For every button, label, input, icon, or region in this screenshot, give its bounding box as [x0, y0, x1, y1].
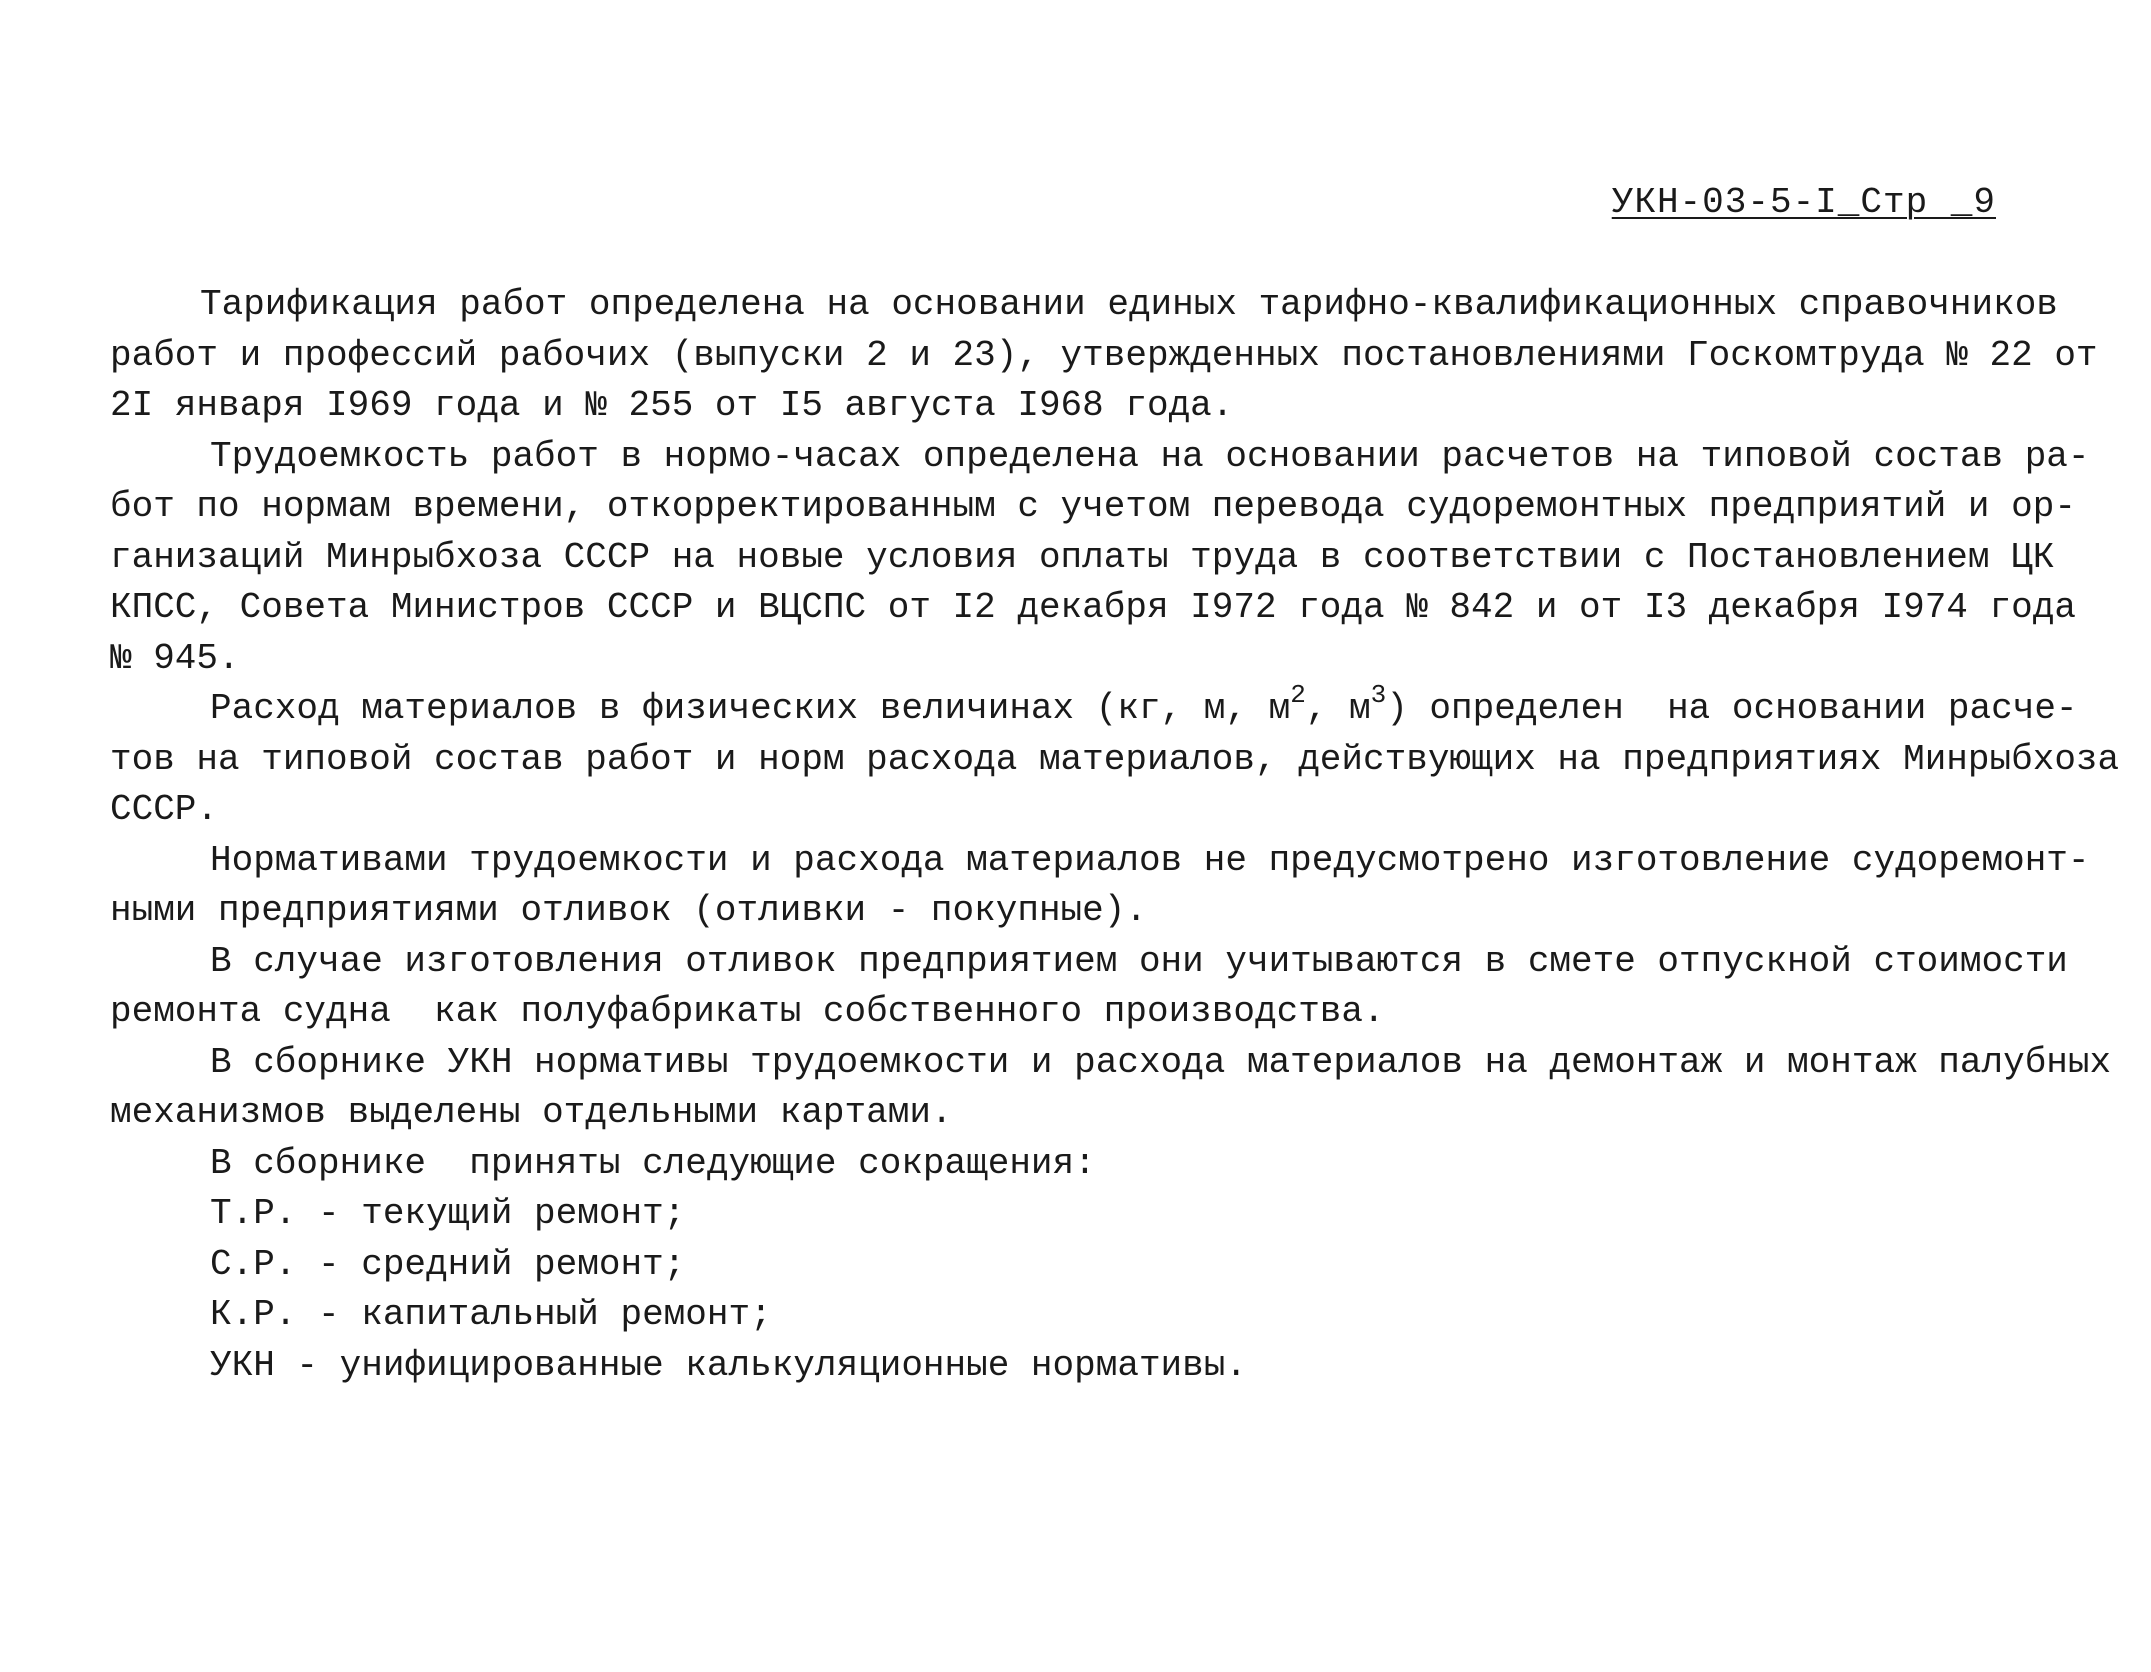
text-fragment: ) определен на основании расче-	[1386, 688, 2078, 729]
paragraph-labor-intensity	[110, 432, 2090, 685]
abbreviation-item: Т.Р. - текущий ремонт;	[210, 1193, 686, 1234]
paragraph-deck-mechanisms	[110, 1038, 2112, 1139]
page-reference: УКН-03-5-І_Стр _9	[1611, 182, 1996, 223]
text-line: механизмов выделены отдельными картами.	[110, 1092, 953, 1133]
text-fragment: Расход материалов в физических величинах (кг, м, м	[210, 688, 1291, 729]
text-line: Тарификация работ определена на основании единых тарифно-квалификационных справочников	[200, 284, 2058, 325]
text-line: Трудоемкость работ в нормо-часах определена на основании расчетов на типовой состав ра-	[210, 435, 2090, 477]
text-line: КПСС, Совета Министров СССР и ВЦСПС от І2 декабря І972 года № 842 и от І3 декабря І974 года	[110, 587, 2076, 628]
text-line: ганизаций Минрыбхоза СССР на новые условия оплаты труда в соответствии с Постановлением ЦК	[110, 536, 2055, 578]
abbreviation-item: УКН - унифицированные калькуляционные нормативы.	[210, 1344, 1247, 1386]
text-line: В сборнике УКН нормативы трудоемкости и расхода материалов на демонтаж и монтаж палубных	[210, 1041, 2112, 1083]
text-fragment: , м	[1305, 688, 1371, 729]
paragraph-tariffing	[110, 280, 2098, 432]
text-line: В случае изготовления отливок предприятием они учитываются в смете отпускной стоимости	[210, 940, 2068, 982]
text-line: бот по нормам времени, откорректированным с учетом перевода судоремонтных предприятий и ор-	[110, 486, 2076, 527]
text-line: тов на типовой состав работ и норм расхода материалов, действующих на предприятиях Минрыбхоза	[110, 738, 2120, 780]
text-line: работ и профессий рабочих (выпуски 2 и 23), утвержденных постановлениями Госкомтруда № 22 от	[110, 334, 2098, 376]
document-body	[110, 280, 2120, 1391]
text-line: № 945.	[110, 637, 240, 679]
text-line: ными предприятиями отливок (отливки - покупные).	[110, 890, 1147, 931]
paragraph-castings-cost	[110, 937, 2068, 1038]
text-line: В сборнике приняты следующие сокращения:	[210, 1142, 1096, 1184]
abbreviation-item: С.Р. - средний ремонт;	[210, 1243, 686, 1285]
paragraph-abbreviations-intro	[110, 1139, 2010, 1190]
text-line: ремонта судна как полуфабрикаты собственного производства.	[110, 991, 1385, 1032]
text-line	[110, 680, 2078, 735]
text-line: Нормативами трудоемкости и расхода материалов не предусмотрено изготовление судоремонт-	[210, 839, 2090, 881]
text-line: 2І января І969 года и № 255 от І5 августа І968 года.	[110, 385, 1234, 426]
abbreviations-list	[110, 1189, 2010, 1391]
text-line: СССР.	[110, 789, 219, 830]
paragraph-castings	[110, 836, 2090, 937]
abbreviation-item: К.Р. - капитальный ремонт;	[210, 1294, 772, 1335]
superscript-2: 2	[1290, 680, 1306, 710]
paragraph-materials	[110, 680, 2120, 836]
superscript-3: 3	[1370, 680, 1387, 710]
